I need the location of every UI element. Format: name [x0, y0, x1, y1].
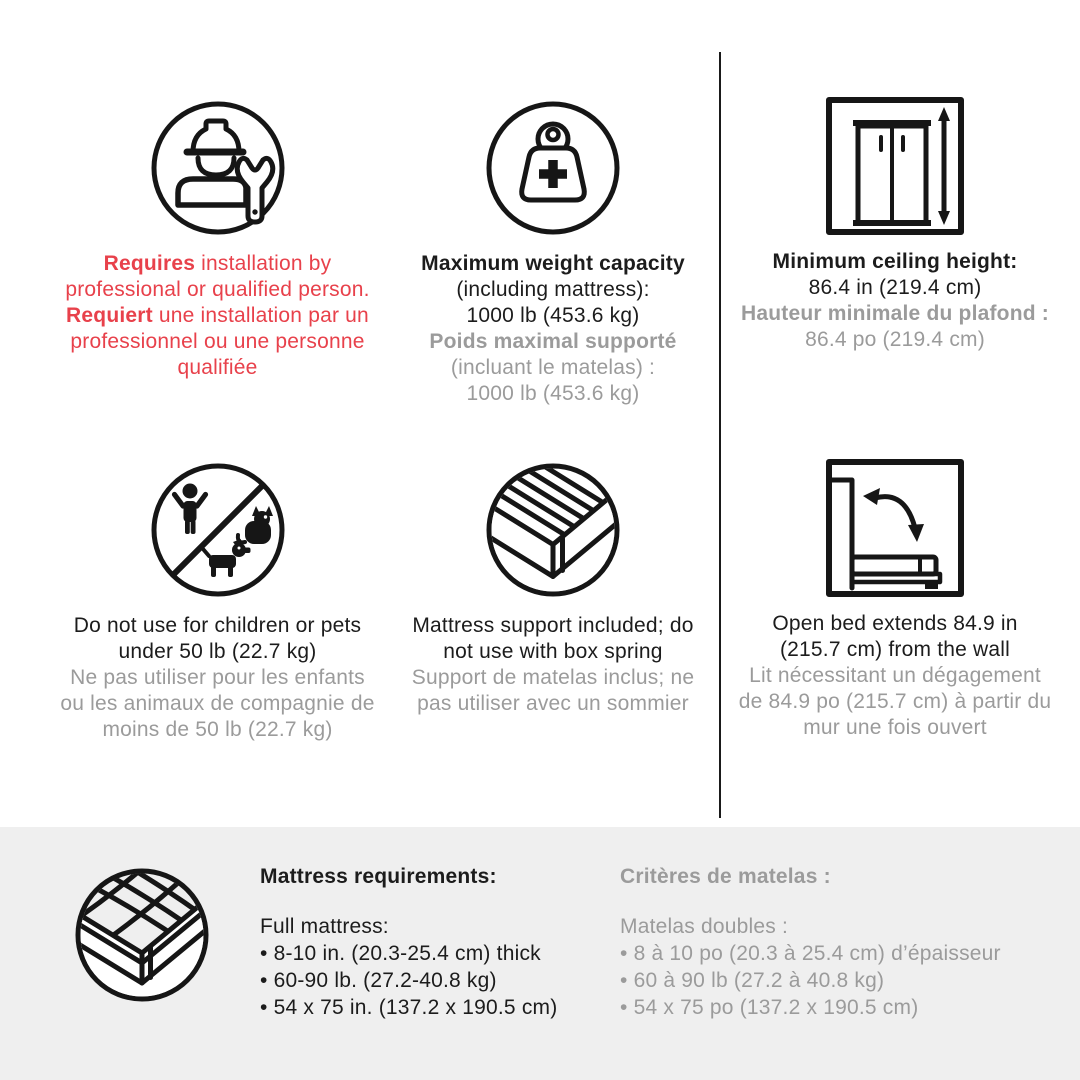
text-line: Ne pas utiliser pour les enfants: [70, 666, 365, 689]
open-bed-en: [730, 611, 1060, 663]
panel-open-bed: [730, 458, 1060, 741]
no-children-pets-icon: [148, 460, 288, 600]
text-line: Lit nécessitant un dégagement: [749, 664, 1041, 687]
text-line: Hauteur minimale du plafond :: [741, 302, 1049, 325]
list-item: • 54 x 75 in. (137.2 x 190.5 cm): [260, 994, 557, 1021]
list-item: • 8-10 in. (20.3-25.4 cm) thick: [260, 940, 557, 967]
no-children-pets-en: [30, 613, 405, 665]
weight-capacity-text: [393, 251, 713, 407]
panel-weight-capacity: [393, 98, 713, 407]
list-item: • 60 à 90 lb (27.2 à 40.8 kg): [620, 967, 1001, 994]
ceiling-height-icon: [825, 96, 965, 236]
text-line: Support de matelas inclus; ne: [411, 666, 695, 689]
mattress-requirements-list-en: [260, 940, 557, 1021]
text-line: Requires installation by: [103, 252, 332, 275]
text-line: professionnel ou une personne: [70, 330, 365, 353]
text-line: ou les animaux de compagnie de: [60, 692, 375, 715]
mattress-requirements-fr: [620, 863, 1001, 1021]
weight-capacity-icon: [483, 98, 623, 238]
text-line: qualifiée: [177, 356, 258, 379]
mattress-support-fr: [393, 665, 713, 717]
text-line: de 84.9 po (215.7 cm) à partir du: [738, 690, 1052, 713]
criteres-matelas-title: Critères de matelas :: [620, 865, 831, 888]
text-line: pas utiliser avec un sommier: [417, 692, 689, 715]
criteres-matelas-subtitle: Matelas doubles :: [620, 915, 788, 938]
open-bed-text: [730, 611, 1060, 741]
text-line: moins de 50 lb (22.7 kg): [102, 718, 333, 741]
text-line: Minimum ceiling height:: [772, 250, 1018, 273]
mattress-requirements-band: [0, 827, 1080, 1080]
panel-no-children-pets: [30, 460, 405, 743]
text-line: Open bed extends 84.9 in: [772, 612, 1018, 635]
installer-icon: [148, 98, 288, 238]
text-line: (including mattress):: [456, 278, 650, 301]
text-line: mur une fois ouvert: [803, 716, 987, 739]
text-line: (incluant le matelas) :: [450, 356, 656, 379]
list-item: • 60-90 lb. (27.2-40.8 kg): [260, 967, 557, 994]
open-bed-fr: [730, 663, 1060, 741]
text-line: under 50 lb (22.7 kg): [118, 640, 317, 663]
mattress-requirements-list-fr: [620, 940, 1001, 1021]
no-children-pets-text: [30, 613, 405, 743]
text-line: 86.4 po (219.4 cm): [805, 328, 985, 351]
mattress-requirements-subtitle: Full mattress:: [260, 915, 389, 938]
installation-text: [30, 251, 405, 381]
text-line: 1000 lb (453.6 kg): [466, 382, 640, 405]
vertical-divider: [719, 52, 721, 818]
text-line: (215.7 cm) from the wall: [779, 638, 1011, 661]
text-line: Maximum weight capacity: [421, 252, 685, 275]
text-line: not use with box spring: [443, 640, 663, 663]
mattress-icon: [72, 865, 212, 1005]
text-line: Mattress support included; do: [412, 614, 694, 637]
text-line: Requiert une installation par un: [66, 304, 369, 327]
no-children-pets-fr: [30, 665, 405, 743]
open-bed-icon: [825, 458, 965, 598]
slatted-support-icon: [483, 460, 623, 600]
text-line: 86.4 in (219.4 cm): [808, 276, 982, 299]
mattress-requirements-en: [260, 863, 557, 1021]
panel-mattress-support: [393, 460, 713, 717]
ceiling-height-text: [730, 249, 1060, 353]
panel-ceiling-height: [730, 96, 1060, 353]
text-line: Poids maximal supporté: [429, 330, 677, 353]
mattress-support-en: [393, 613, 713, 665]
list-item: • 8 à 10 po (20.3 à 25.4 cm) d’épaisseur: [620, 940, 1001, 967]
mattress-requirements-title: Mattress requirements:: [260, 865, 497, 888]
mattress-support-text: [393, 613, 713, 717]
text-line: 1000 lb (453.6 kg): [466, 304, 640, 327]
panel-installation: [30, 98, 405, 381]
list-item: • 54 x 75 po (137.2 x 190.5 cm): [620, 994, 1001, 1021]
text-line: professional or qualified person.: [65, 278, 370, 301]
text-line: Do not use for children or pets: [73, 614, 362, 637]
